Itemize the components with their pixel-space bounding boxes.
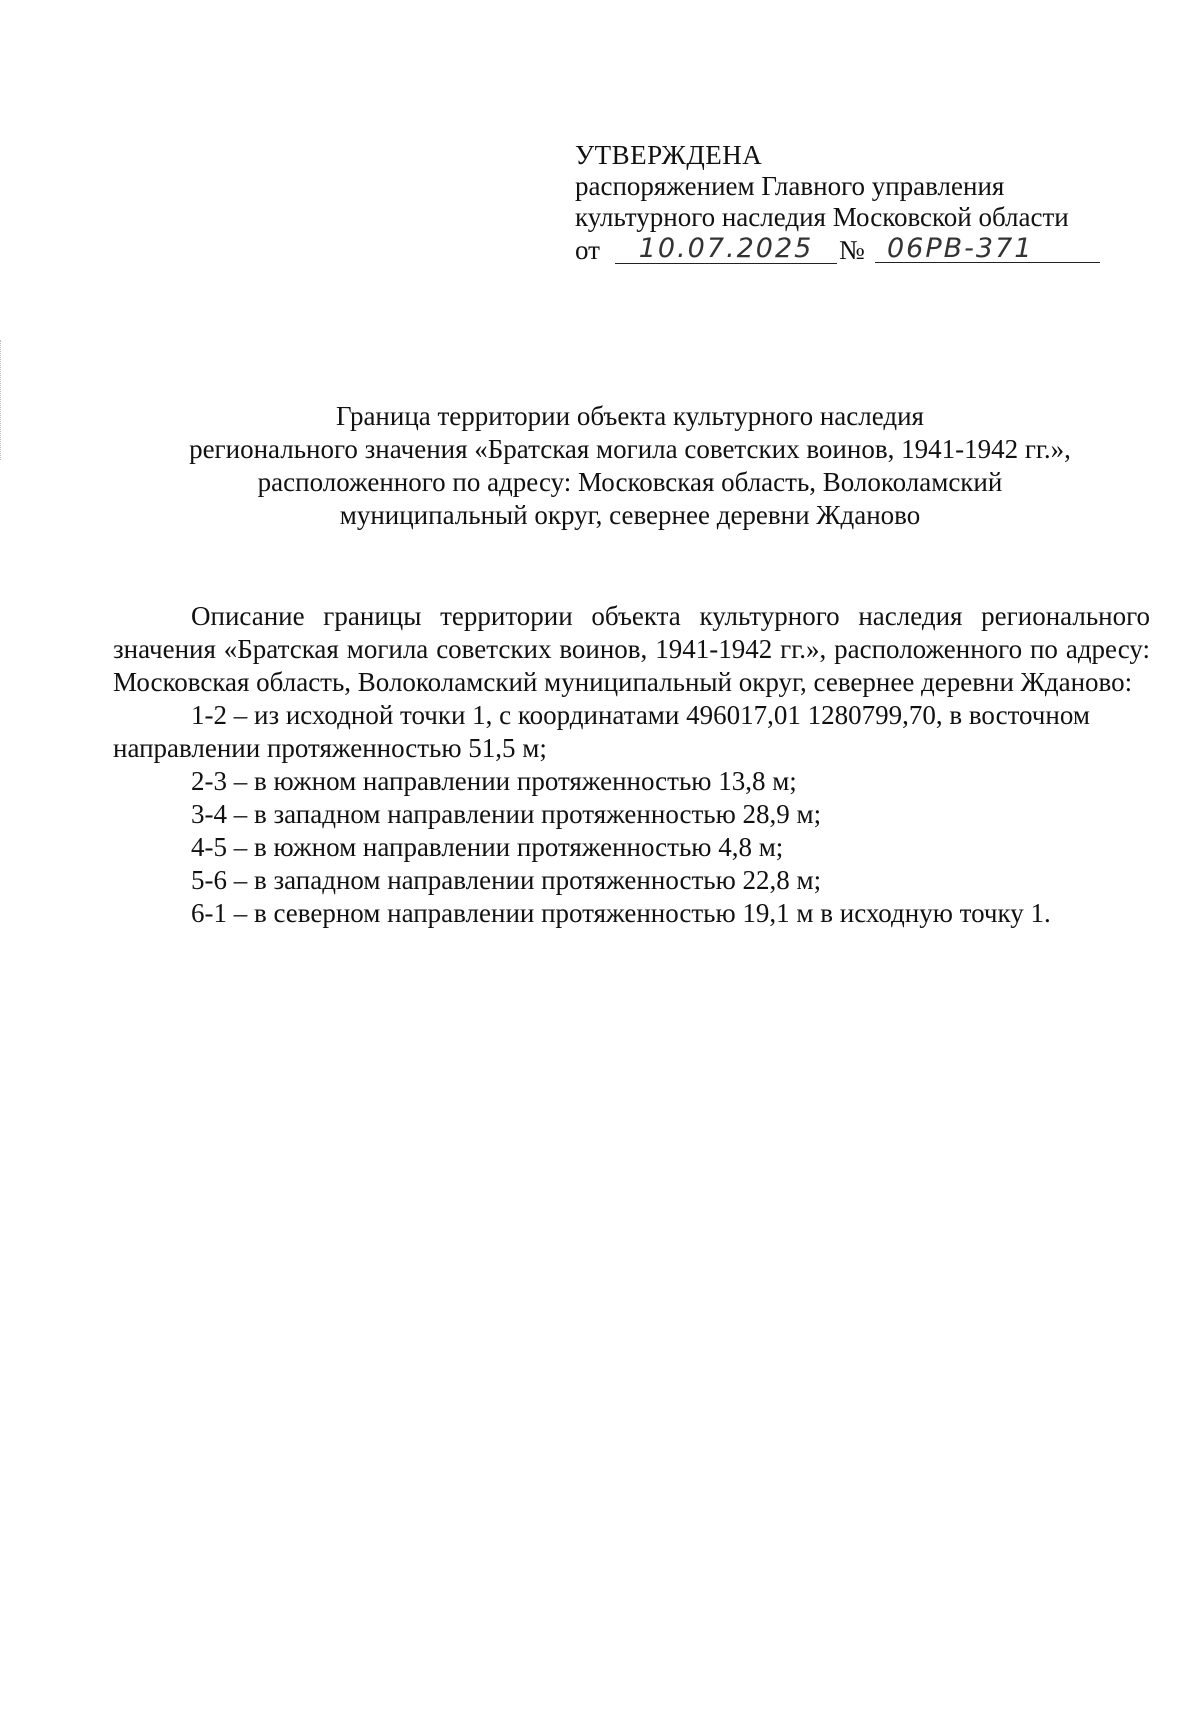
approval-heading: УТВЕРЖДЕНА <box>575 140 763 170</box>
title-line-4: муниципальный округ, севернее деревни Жданово <box>339 500 921 530</box>
segment-item: 4-5 – в южном направлении протяженностью 4,8 м; <box>191 832 784 862</box>
title-line-2: регионального значения «Братская могила советских воинов, 1941-1942 гг.», <box>189 434 1071 464</box>
title-line-3: расположенного по адресу: Московская область, Волоколамский <box>257 467 1003 497</box>
approval-date-line <box>575 233 1135 269</box>
date-prefix: от <box>575 235 600 265</box>
description-intro: Описание границы территории объекта культурного наследия регионального значения «Братская могила советских воинов, 1941-1942 гг.», расположенного по адресу: Московская область, Волоколамский муниципальный округ, севернее деревни Жданово: <box>113 601 1150 697</box>
approval-line-2: культурного наследия Московской области <box>575 202 1069 232</box>
scan-margin-marks <box>0 340 4 460</box>
segment-item: 2-3 – в южном направлении протяженностью 13,8 м; <box>191 766 797 796</box>
segment-item: 3-4 – в западном направлении протяженностью 28,9 м; <box>191 799 822 829</box>
approval-block <box>575 140 1135 269</box>
segment-item: 5-6 – в западном направлении протяженностью 22,8 м; <box>191 865 822 895</box>
segment-item: 1-2 – из исходной точки 1, с координатами 496017,01 1280799,70, в восточном направлении протяженностью 51,5 м; <box>113 700 1090 763</box>
approval-line-1: распоряжением Главного управления <box>575 171 1005 201</box>
segment-item: 6-1 – в северном направлении протяженностью 19,1 м в исходную точку 1. <box>191 898 1051 928</box>
document-title <box>110 400 1150 532</box>
boundary-description <box>113 600 1150 930</box>
title-line-1: Граница территории объекта культурного наследия <box>336 401 924 431</box>
segment-list <box>113 699 1150 930</box>
number-prefix: № <box>839 235 865 265</box>
approval-date: 10.07.2025 <box>615 233 837 264</box>
approval-number: 06РВ-371 <box>875 233 1100 263</box>
